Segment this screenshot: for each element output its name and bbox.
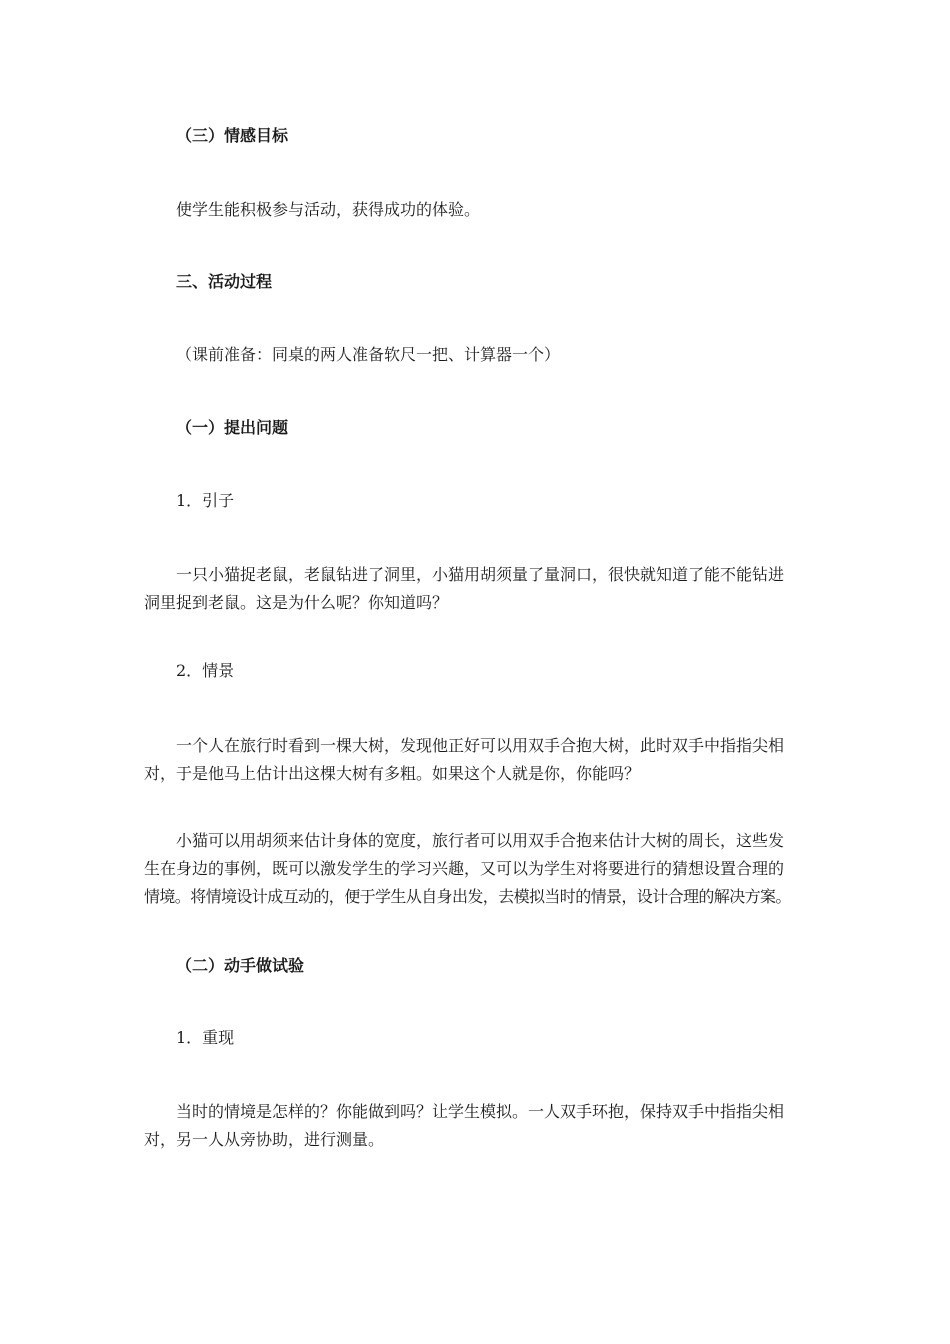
list-item-scenario: 2．情景 <box>176 661 235 680</box>
paragraph-line: 当时的情境是怎样的？你能做到吗？让学生模拟。一人双手环抱，保持双手中指指尖相 <box>176 1102 785 1121</box>
paragraph-preparation: （课前准备：同桌的两人准备软尺一把、计算器一个） <box>176 345 561 364</box>
paragraph-cat-story <box>144 561 816 617</box>
paragraph-line: 对，于是他马上估计出这棵大树有多粗。如果这个人就是你，你能吗？ <box>144 764 641 783</box>
heading-raise-question: （一）提出问题 <box>176 418 289 437</box>
paragraph-simulation <box>144 1098 816 1154</box>
heading-activity-process: 三、活动过程 <box>176 272 273 291</box>
heading-emotion-goal: （三）情感目标 <box>176 126 289 145</box>
paragraph-line: 对，另一人从旁协助，进行测量。 <box>144 1130 385 1149</box>
list-item-intro: 1．引子 <box>176 491 235 510</box>
paragraph-line: 生在身边的事例，既可以激发学生的学习兴趣，又可以为学生对将要进行的猜想设置合理的 <box>144 859 785 878</box>
paragraph-line: 小猫可以用胡须来估计身体的宽度，旅行者可以用双手合抱来估计大树的周长，这些发 <box>176 831 785 850</box>
paragraph-analysis <box>144 827 816 911</box>
paragraph-line: 一只小猫捉老鼠，老鼠钻进了洞里，小猫用胡须量了量洞口，很快就知道了能不能钻进 <box>176 565 785 584</box>
paragraph-line: 一个人在旅行时看到一棵大树，发现他正好可以用双手合抱大树，此时双手中指指尖相 <box>176 736 785 755</box>
list-item-reenact: 1．重现 <box>176 1028 235 1047</box>
paragraph-line: 情境。将情境设计成互动的，便于学生从自身出发，去模拟当时的情景，设计合理的解决方案。 <box>144 887 791 906</box>
paragraph-tree-story <box>144 732 816 788</box>
paragraph-emotion-goal: 使学生能积极参与活动，获得成功的体验。 <box>176 200 481 219</box>
paragraph-line: 洞里捉到老鼠。这是为什么呢？你知道吗？ <box>144 593 449 612</box>
heading-hands-on-experiment: （二）动手做试验 <box>176 956 305 975</box>
